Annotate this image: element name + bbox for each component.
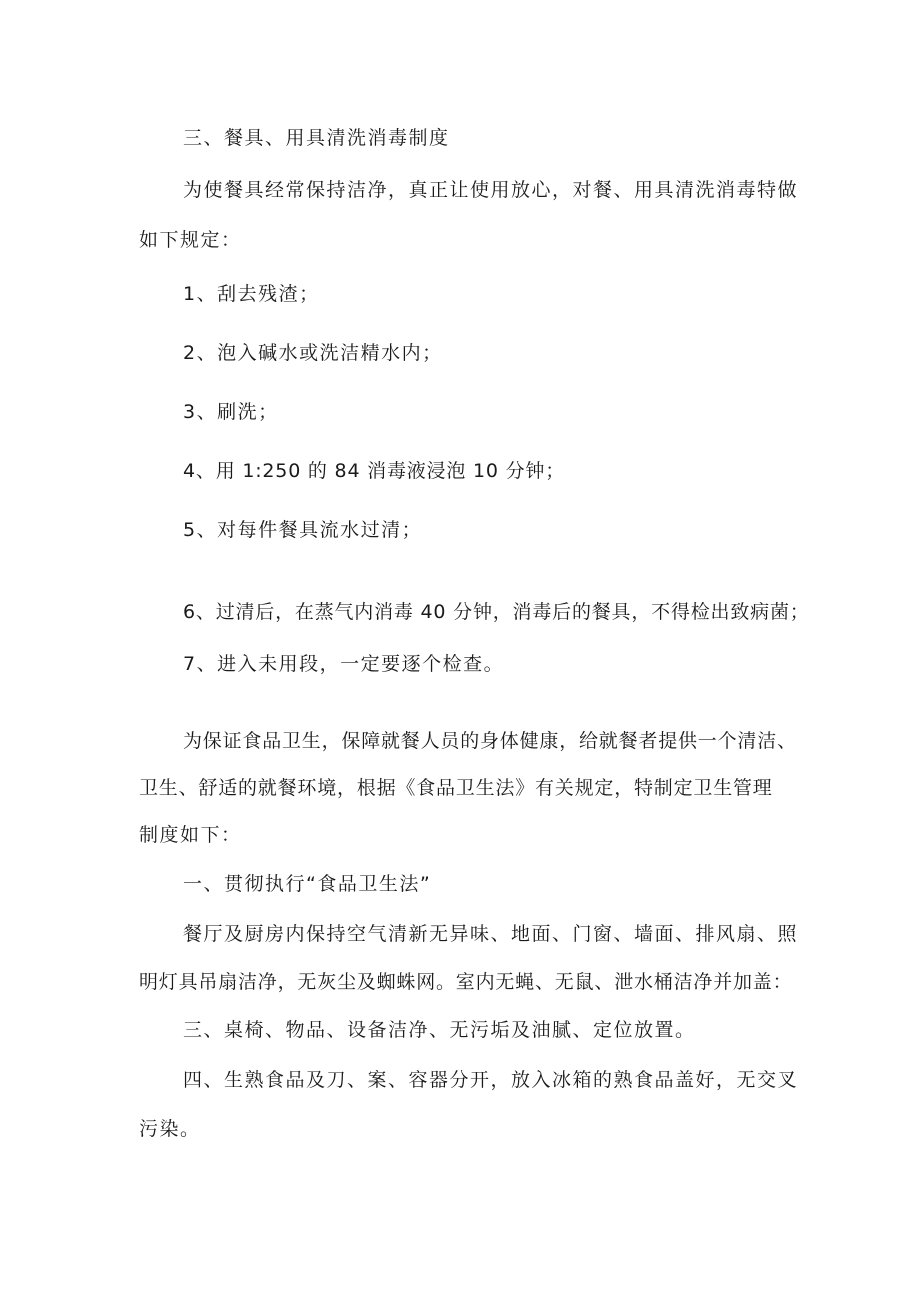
paragraph-line: 为保证食品卫生，保障就餐人员的身体健康，给就餐者提供一个清洁、 (183, 730, 797, 752)
list-item: 三、桌椅、物品、设备洁净、无污垢及油腻、定位放置。 (183, 1019, 696, 1041)
section-heading: 三、餐具、用具清洗消毒制度 (183, 127, 450, 149)
paragraph-line: 餐厅及厨房内保持空气清新无异味、地面、门窗、墙面、排风扇、照 (183, 923, 799, 945)
intro-line: 为使餐具经常保持洁净，真正让使用放心，对餐、用具清洗消毒特做 (183, 179, 799, 201)
step-item: 7、进入未用段，一定要逐个检查。 (183, 653, 505, 675)
step-item: 3、刷洗； (183, 401, 279, 423)
paragraph-line: 明灯具吊扇洁净，无灰尘及蜘蛛网。室内无蝇、无鼠、泄水桶洁净并加盖： (139, 971, 793, 993)
step-item: 5、对每件餐具流水过清； (183, 519, 423, 541)
list-heading: 一、贯彻执行“食品卫生法” (183, 873, 432, 895)
step-item: 2、泡入碱水或洗洁精水内； (183, 342, 443, 364)
list-item: 污染。 (139, 1118, 201, 1140)
step-item: 1、刮去残渣； (183, 283, 320, 305)
paragraph-line: 卫生、舒适的就餐环境，根据《食品卫生法》有关规定，特制定卫生管理 (139, 777, 773, 799)
list-item: 四、生熟食品及刀、案、容器分开，放入冰箱的熟食品盖好，无交叉 (183, 1069, 799, 1091)
step-item: 4、用 1:250 的 84 消毒液浸泡 10 分钟； (183, 460, 566, 482)
intro-line: 如下规定： (139, 229, 242, 251)
paragraph-line: 制度如下： (139, 824, 242, 846)
step-item: 6、过清后，在蒸气内消毒 40 分钟，消毒后的餐具，不得检出致病菌； (183, 601, 810, 623)
